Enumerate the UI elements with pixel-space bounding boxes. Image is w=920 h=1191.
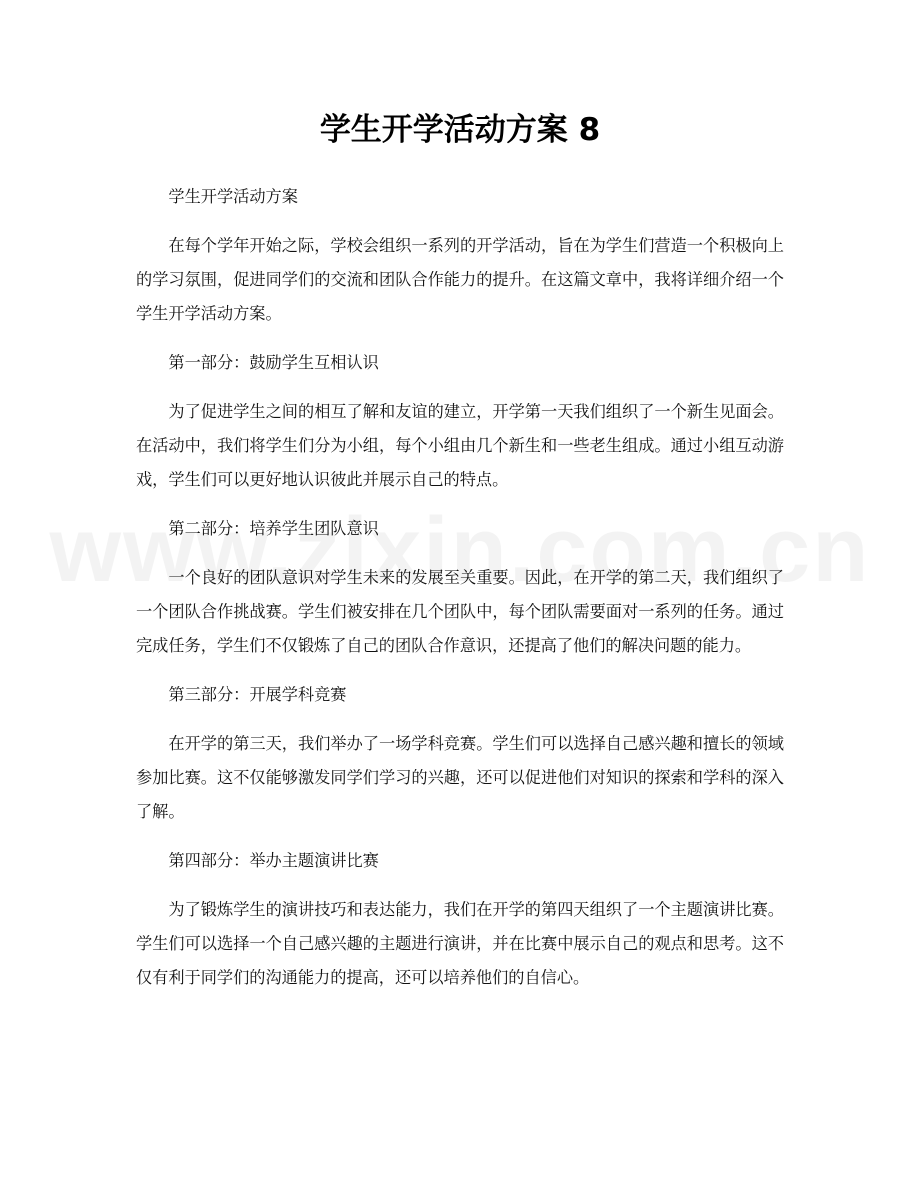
intro-paragraph: 在每个学年开始之际，学校会组织一系列的开学活动，旨在为学生们营造一个积极向上的学习氛围，促进同学们的交流和团队合作能力的提升。在这篇文章中，我将详细介绍一个学生开学活动方案。 — [136, 236, 784, 323]
section-paragraph: 在开学的第三天，我们举办了一场学科竞赛。学生们可以选择自己感兴趣和擅长的领域参加比赛。这不仅能够激发同学们学习的兴趣，还可以促进他们对知识的探索和学科的深入了解。 — [136, 734, 784, 821]
section-heading: 第三部分：开展学科竞赛 — [168, 685, 347, 704]
section-heading: 第二部分：培养学生团队意识 — [168, 519, 379, 538]
document-subtitle: 学生开学活动方案 — [168, 187, 298, 206]
section-heading: 第一部分：鼓励学生互相认识 — [168, 353, 379, 372]
section-paragraph: 为了促进学生之间的相互了解和友谊的建立，开学第一天我们组织了一个新生见面会。在活动中，我们将学生们分为小组，每个小组由几个新生和一些老生组成。通过小组互动游戏，学生们可以更好地认识彼此并展示自己的特点。 — [136, 402, 784, 489]
section-paragraph: 为了锻炼学生的演讲技巧和表达能力，我们在开学的第四天组织了一个主题演讲比赛。学生们可以选择一个自己感兴趣的主题进行演讲，并在比赛中展示自己的观点和思考。这不仅有利于同学们的沟通能力的提高，还可以培养他们的自信心。 — [136, 900, 784, 987]
document-body — [136, 180, 784, 995]
document-title: 学生开学活动方案 8 — [319, 112, 601, 148]
section-heading: 第四部分：举办主题演讲比赛 — [168, 851, 379, 870]
section-paragraph: 一个良好的团队意识对学生未来的发展至关重要。因此，在开学的第二天，我们组织了一个团队合作挑战赛。学生们被安排在几个团队中，每个团队需要面对一系列的任务。通过完成任务，学生们不仅锻炼了自己的团队合作意识，还提高了他们的解决问题的能力。 — [136, 568, 784, 655]
